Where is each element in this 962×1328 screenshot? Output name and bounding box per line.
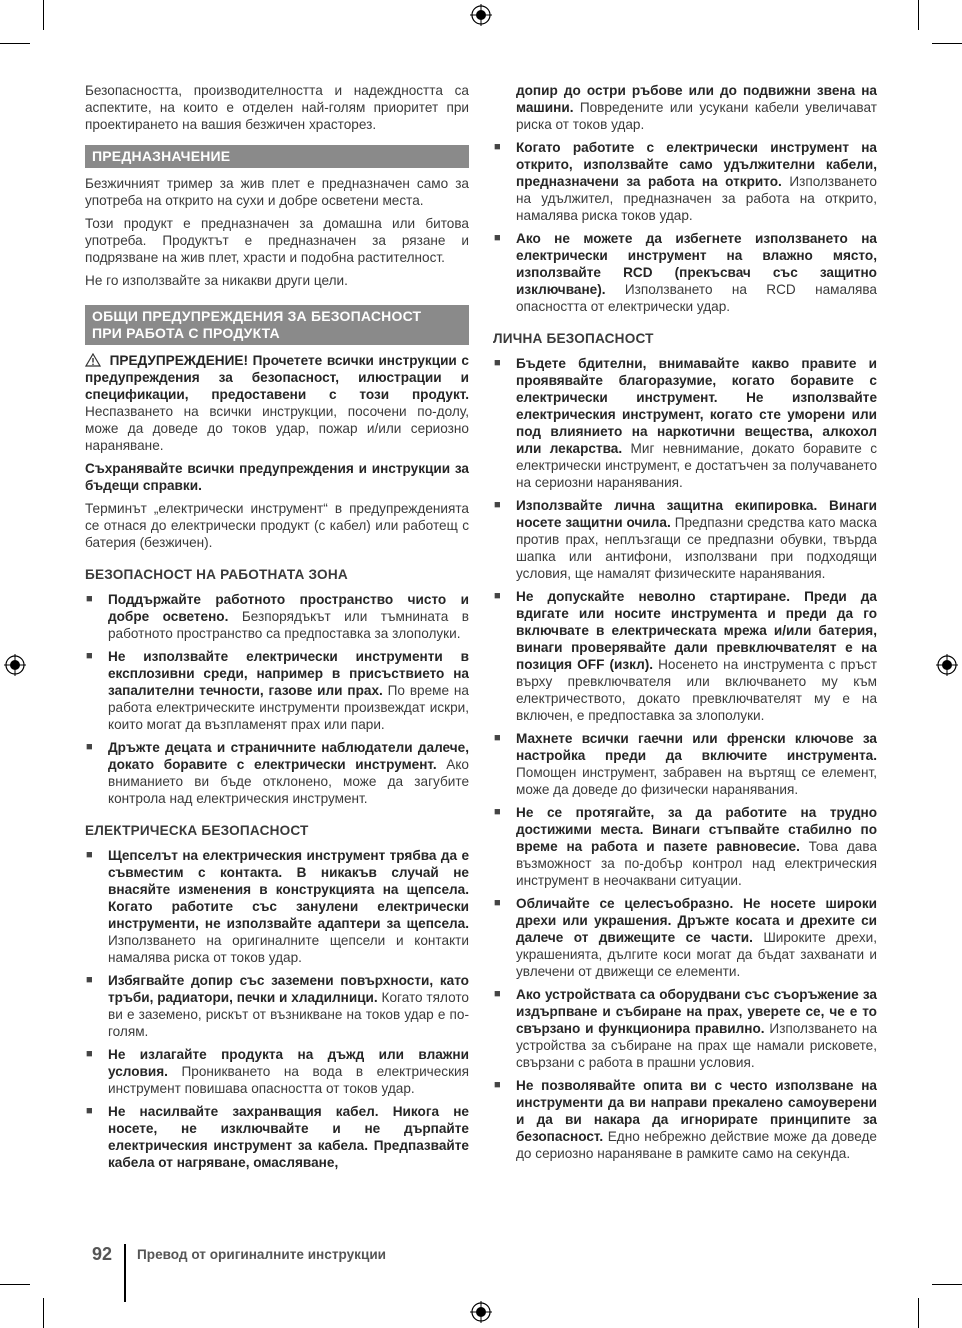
list-item: [85, 972, 469, 1040]
list-item-text: Едно небрежно действие може да доведе до сериозно нараняване в рамките само на секунда.: [516, 1129, 877, 1161]
square-bullet-icon: ■: [86, 849, 93, 861]
list-item-bold: Ако не можете да избегнете използването на електрически инструмент на влажно място, използвайте RCD (прекъсвач със защитно изключване).: [516, 231, 877, 297]
square-bullet-icon: ■: [86, 974, 93, 986]
list-item-continuation: [493, 82, 877, 133]
warning-text: Неспазването на всички инструкции, посочени по-долу, може да доведе до токов удар, пожар и/или сериозно нараняване.: [85, 404, 469, 453]
square-bullet-icon: ■: [494, 141, 501, 153]
list-item: [85, 1046, 469, 1097]
list-item-text: Широките дрехи, украшенията, дългите коси могат да бъдат захванати и увлечени от движещи се елементи.: [516, 930, 877, 979]
list-item-text: Използването на RCD намалява опасността от електрически удар.: [516, 282, 877, 314]
list-item-text: По време на работа електрическите инструменти произвеждат искри, които могат да възпламенят прах или пари.: [108, 683, 469, 732]
square-bullet-icon: ■: [494, 357, 501, 369]
list-item-text: Предпазни средства като маска против прах, неплъзгащи се предпазни обувки, твърда шапка или антифони, използвани при подходящи условия, ще намалят физическите наранявания.: [516, 515, 877, 581]
general-warnings-heading-line2: ПРИ РАБОТА С ПРОДУКТА: [92, 325, 280, 341]
list-item-text: Повредените или усукани кабели увеличават риска от токов удар.: [516, 100, 877, 132]
list-item: [85, 648, 469, 733]
warning-triangle-icon: [85, 353, 101, 367]
list-item-bold: Не насилвайте захранващия кабел. Никога не носете, не изключвайте и не дърпайте електрическия инструмент за кабела. Предпазвайте кабела от нагряване, омасляване,: [108, 1104, 469, 1170]
list-item-text: Помощен инструмент, забравен на въртящ се елемент, може да доведе до физически наранявания.: [516, 765, 877, 797]
list-item: [493, 230, 877, 315]
footer-divider: [124, 1244, 126, 1302]
square-bullet-icon: ■: [494, 732, 501, 744]
list-item-bold: Ако устройствата са оборудвани със съоръжение за издърпване и събиране на прах, уверете се, че е то свързано и функционира правилно.: [516, 987, 877, 1036]
list-item: [493, 895, 877, 980]
list-item-bold: Избягвайте допир със заземени повърхности, като тръби, радиатори, печки и хладилници.: [108, 973, 469, 1005]
square-bullet-icon: ■: [494, 988, 501, 1000]
square-bullet-icon: ■: [494, 1079, 501, 1091]
crop-mark: [918, 0, 919, 30]
list-item-text: Използването на удължител, предназначен за работа на открито, намалява риска токов удар.: [516, 174, 877, 223]
purpose-paragraph: Този продукт е предназначен за домашна или битова употреба. Продуктът е предназначен за рязане и подрязване на жив плет, храсти и подобна растителност.: [85, 216, 469, 265]
list-item-bold: Обличайте се целесъобразно. Не носете широки дрехи или украшения. Дръжте косата и дрехите си далече от движещите се части.: [516, 896, 877, 945]
square-bullet-icon: ■: [494, 897, 501, 909]
list-item-bold: Използвайте лична защитна екипировка. Винаги носете защитни очила.: [516, 498, 877, 530]
purpose-paragraph: Не го използвайте за никакви други цели.: [85, 273, 348, 288]
list-item-bold: допир до остри ръбове или до подвижни звена на машини.: [516, 83, 877, 115]
crop-mark: [918, 1298, 919, 1328]
list-item-bold: Дръжте децата и страничните наблюдатели далече, докато боравите с електрически инструмент.: [108, 740, 469, 772]
list-item-bold: Поддържайте работното пространство чисто и добре осветено.: [108, 592, 469, 624]
general-warnings-heading: [85, 305, 469, 345]
list-item-bold: Бъдете бдителни, внимавайте какво правите и проявявайте благоразумие, когато боравите с електрически инструмент. Не използвайте електрическия инструмент, когато сте уморени или под влиянието на наркотични вещества, алкохол или лекарства.: [516, 356, 877, 456]
square-bullet-icon: ■: [86, 650, 93, 662]
list-item-text: Миг невнимание, докато боравите с електрически инструмент, е достатъчен за получаването на сериозни наранявания.: [516, 441, 878, 490]
list-item-text: Ако вниманието ви бъде отклонено, може да загубите контрола над електрическия инструмент.: [108, 757, 469, 806]
term-paragraph: Терминът „електрически инструмент“ в предупрежденията се отнася до електрически продукт (с кабел) или работещ с батерия (безжичен).: [85, 501, 469, 550]
page-number: 92: [92, 1244, 113, 1264]
registration-mark-icon: [4, 654, 26, 676]
registration-mark-icon: [470, 1301, 492, 1323]
electrical-heading: ЕЛЕКТРИЧЕСКА БЕЗОПАСНОСТ: [85, 823, 309, 838]
square-bullet-icon: ■: [494, 232, 501, 244]
registration-mark-icon: [936, 654, 958, 676]
list-item-text: Безпорядъкът или тъмнината в работното пространство са предпоставка за злополуки.: [108, 609, 469, 641]
list-item-bold: Махнете всички гаечни или френски ключове за настройка преди да включите инструмента.: [516, 731, 877, 763]
list-item: [493, 497, 877, 582]
right-column: [493, 82, 877, 1168]
personal-safety-heading: ЛИЧНА БЕЗОПАСНОСТ: [493, 331, 654, 346]
list-item: [493, 588, 877, 724]
crop-mark: [0, 1284, 30, 1285]
list-item-bold: Щепселът на електрическия инструмент трябва да е съвместим с контакта. В никакъв случай не внасяйте изменения в конструкцията на щепсела. Когато работите със занулени електрически инструменти, не използвайте адаптери за щепсела.: [108, 848, 469, 931]
keep-instructions: [85, 460, 469, 494]
list-item-bold: Не допускайте неволно стартиране. Преди да вдигате или носите инструмента и преди да го включвате в електрическата мрежа и/или батерия, винаги проверявайте дали превключвателят е на позиция OFF (изкл).: [516, 589, 877, 672]
list-item-bold: Не се протягайте, за да работите на трудно достижими места. Винаги стъпвайте стабилно по време на работа и пазете равновесие.: [516, 805, 877, 854]
list-item-text: Носенето на инструмента с пръст върху превключвателя или включването му към електричеството, докато превключвателят му е на включен, е предпоставка за злополуки.: [516, 657, 877, 723]
warning-paragraph: [85, 352, 469, 454]
list-item: [493, 804, 877, 889]
warning-bold: ПРЕДУПРЕЖДЕНИЕ! Прочетете всички инструкции с предупреждения за безопасност, илюстрации и спецификации, предоставени с този продукт.: [85, 353, 469, 402]
list-item: [493, 139, 877, 224]
footer-caption: Превод от оригиналните инструкции: [137, 1247, 387, 1262]
list-item: [493, 1077, 877, 1162]
square-bullet-icon: ■: [494, 590, 501, 602]
crop-mark: [43, 1298, 44, 1328]
list-item-text: Когато тялото ви е заземено, рискът от възникване на токов удар е по-голям.: [108, 990, 469, 1039]
square-bullet-icon: ■: [86, 593, 93, 605]
list-item-bold: Когато работите с електрически инструмент на открито, използвайте само удължителни кабели, предназначени за работа на открито.: [516, 140, 877, 189]
crop-mark: [43, 0, 44, 30]
list-item-text: Това дава възможност за по-добър контрол над електрическия инструмент в неочаквани ситуации.: [516, 839, 877, 888]
work-area-heading: БЕЗОПАСНОСТ НА РАБОТНАТА ЗОНА: [85, 567, 348, 582]
list-item: [493, 730, 877, 798]
list-item: [85, 739, 469, 807]
crop-mark: [932, 1284, 962, 1285]
general-warnings-heading-line1: ОБЩИ ПРЕДУПРЕЖДЕНИЯ ЗА БЕЗОПАСНОСТ: [92, 308, 422, 324]
list-item: [85, 847, 469, 966]
crop-mark: [0, 43, 30, 44]
purpose-heading: ПРЕДНАЗНАЧЕНИЕ: [85, 145, 469, 168]
list-item-bold: Не излагайте продукта на дъжд или влажни условия.: [108, 1047, 469, 1079]
registration-mark-icon: [470, 4, 492, 26]
list-item: [85, 1103, 469, 1171]
square-bullet-icon: ■: [494, 806, 501, 818]
list-item-text: Използването на оригиналните щепсели и контакти намалява риска от токов удар.: [108, 933, 469, 965]
purpose-paragraph: Безжичният тример за жив плет е предназначен само за употреба на открито на сухи и добре осветени места.: [85, 176, 469, 208]
list-item-bold: Не използвайте електрически инструменти в експлозивни среди, например в присъствието на запалителни течности, газове или прах.: [108, 649, 469, 698]
list-item: [493, 986, 877, 1071]
list-item-text: Проникването на вода в електрическия инструмент повишава опасността от токов удар.: [108, 1064, 469, 1096]
square-bullet-icon: ■: [494, 499, 501, 511]
left-column: [85, 82, 469, 1177]
square-bullet-icon: ■: [86, 741, 93, 753]
crop-mark: [932, 43, 962, 44]
keep-instructions-text: Съхранявайте всички предупреждения и инструкции за бъдещи справки.: [85, 461, 469, 493]
intro-paragraph: Безопасността, производителността и надеждността са аспектите, на които е отделен най-голям приоритет при проектирането на вашия безжичен храсторез.: [85, 83, 469, 132]
list-item-bold: Не позволявайте опита ви с често използване на инструменти да ви направи прекалено самоуверени и да ви накара да игнорирате принципите за безопасност.: [516, 1078, 877, 1144]
list-item-text: Използването на устройства за събиране на прах ще намали рисковете, свързани с работа в прашни условия.: [516, 1021, 878, 1070]
list-item: [85, 591, 469, 642]
square-bullet-icon: ■: [86, 1048, 93, 1060]
square-bullet-icon: ■: [86, 1105, 93, 1117]
list-item: [493, 355, 877, 491]
